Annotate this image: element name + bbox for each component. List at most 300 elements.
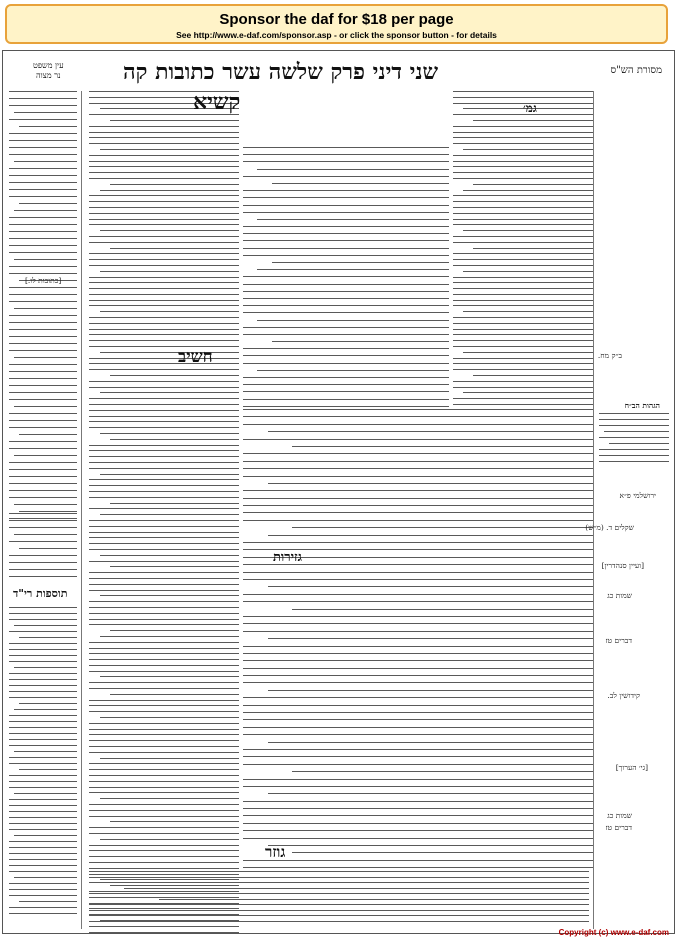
text-line xyxy=(257,320,449,321)
text-line xyxy=(257,370,449,371)
text-line xyxy=(243,815,593,816)
text-line xyxy=(89,132,239,133)
text-line xyxy=(19,637,77,638)
text-line xyxy=(9,745,77,746)
text-line xyxy=(9,343,77,344)
text-line xyxy=(19,511,77,512)
text-line xyxy=(89,253,239,254)
text-line xyxy=(9,907,77,908)
text-line xyxy=(243,705,593,706)
text-line xyxy=(89,491,239,492)
text-line xyxy=(9,329,77,330)
text-line xyxy=(9,371,77,372)
text-line xyxy=(9,739,77,740)
text-line xyxy=(89,893,589,894)
text-line xyxy=(9,231,77,232)
text-line xyxy=(89,242,239,243)
text-line xyxy=(243,579,593,580)
text-line xyxy=(19,203,77,204)
text-line xyxy=(453,236,593,237)
text-line xyxy=(243,205,449,206)
ein-mishpat-header: עין משפט נר מצוה xyxy=(33,61,64,80)
text-line xyxy=(9,448,77,449)
text-line xyxy=(89,126,239,127)
text-line xyxy=(89,137,239,138)
text-line xyxy=(100,271,240,272)
text-line xyxy=(89,607,239,608)
text-line xyxy=(9,133,77,134)
text-line xyxy=(14,877,77,878)
text-line xyxy=(14,259,77,260)
text-line xyxy=(89,915,589,916)
text-line xyxy=(14,835,77,836)
text-line xyxy=(89,450,239,451)
text-line xyxy=(9,697,77,698)
text-line xyxy=(453,195,593,196)
text-line xyxy=(89,792,239,793)
text-line xyxy=(453,329,593,330)
tosafot-column xyxy=(89,91,239,934)
text-line xyxy=(9,631,77,632)
text-line xyxy=(9,691,77,692)
text-line xyxy=(453,334,593,335)
left-margin-note: [כתובות לו.] xyxy=(25,276,62,285)
text-line xyxy=(453,172,593,173)
text-line xyxy=(9,895,77,896)
text-line xyxy=(9,420,77,421)
text-line xyxy=(9,607,77,608)
text-line xyxy=(473,120,593,121)
text-line xyxy=(89,305,239,306)
text-line xyxy=(453,387,593,388)
text-line xyxy=(9,91,77,92)
text-line xyxy=(243,682,593,683)
text-line xyxy=(14,504,77,505)
text-line xyxy=(89,462,239,463)
text-line xyxy=(243,830,593,831)
text-line xyxy=(599,413,669,414)
text-line xyxy=(243,240,449,241)
text-line xyxy=(19,126,77,127)
text-line xyxy=(89,763,239,764)
text-line xyxy=(9,350,77,351)
text-line xyxy=(243,176,449,177)
text-line xyxy=(9,520,77,521)
text-line xyxy=(9,399,77,400)
text-line xyxy=(453,358,593,359)
text-line xyxy=(243,384,449,385)
text-line xyxy=(243,291,449,292)
text-line xyxy=(243,572,593,573)
text-line xyxy=(453,363,593,364)
text-line xyxy=(243,867,593,868)
text-line xyxy=(9,154,77,155)
text-line xyxy=(453,207,593,208)
text-line xyxy=(9,476,77,477)
text-line xyxy=(89,910,589,911)
text-line xyxy=(14,455,77,456)
text-line xyxy=(243,363,449,364)
text-line xyxy=(292,609,593,610)
text-line xyxy=(243,734,593,735)
text-line xyxy=(89,653,239,654)
text-line xyxy=(89,166,239,167)
text-line xyxy=(9,555,77,556)
text-line xyxy=(14,357,77,358)
text-line xyxy=(9,715,77,716)
text-line xyxy=(9,541,77,542)
text-line xyxy=(9,245,77,246)
text-line xyxy=(599,449,669,450)
text-line xyxy=(243,255,449,256)
text-line xyxy=(243,697,593,698)
text-line xyxy=(9,140,77,141)
text-line xyxy=(89,932,239,933)
text-line xyxy=(9,733,77,734)
text-line xyxy=(9,649,77,650)
text-line xyxy=(243,616,593,617)
text-line xyxy=(89,195,239,196)
text-line xyxy=(89,882,589,883)
text-line xyxy=(110,184,239,185)
text-line xyxy=(9,787,77,788)
copyright-link[interactable]: Copyright (c) www.e-daf.com xyxy=(558,928,669,937)
text-line xyxy=(14,793,77,794)
hagahot-habach-title: הגהות הב״ח xyxy=(624,401,660,410)
text-line xyxy=(89,613,239,614)
text-line xyxy=(89,358,239,359)
column-divider xyxy=(81,91,82,929)
text-line xyxy=(243,505,593,506)
text-line xyxy=(100,758,240,759)
text-line xyxy=(243,646,593,647)
ein-mishpat-column xyxy=(9,91,77,521)
text-line xyxy=(243,808,593,809)
text-line xyxy=(89,740,239,741)
text-line xyxy=(9,168,77,169)
text-line xyxy=(14,534,77,535)
text-line xyxy=(243,476,593,477)
text-line xyxy=(89,537,239,538)
text-line xyxy=(89,734,239,735)
text-line xyxy=(89,827,239,828)
text-line xyxy=(14,210,77,211)
text-line xyxy=(453,201,593,202)
text-line xyxy=(89,213,239,214)
text-line xyxy=(89,236,239,237)
text-line xyxy=(89,387,239,388)
text-line xyxy=(100,636,240,637)
text-line xyxy=(100,149,240,150)
text-line xyxy=(453,155,593,156)
text-line xyxy=(257,169,449,170)
text-line xyxy=(268,431,594,432)
text-line xyxy=(453,253,593,254)
text-line xyxy=(243,601,593,602)
text-line xyxy=(463,230,593,231)
sponsor-banner[interactable] xyxy=(5,4,668,44)
text-line xyxy=(453,381,593,382)
text-line xyxy=(14,709,77,710)
text-line xyxy=(243,377,449,378)
text-line xyxy=(89,317,239,318)
text-line xyxy=(9,781,77,782)
text-line xyxy=(604,431,669,432)
text-line xyxy=(89,590,239,591)
text-line xyxy=(89,619,239,620)
text-line xyxy=(89,543,239,544)
text-line xyxy=(89,532,239,533)
text-line xyxy=(100,717,240,718)
text-line xyxy=(243,520,593,521)
text-line xyxy=(243,334,449,335)
text-line xyxy=(599,437,669,438)
text-line xyxy=(9,490,77,491)
text-line xyxy=(89,363,239,364)
text-line xyxy=(243,823,593,824)
text-line xyxy=(89,224,239,225)
text-line xyxy=(9,378,77,379)
text-line xyxy=(89,584,239,585)
text-line xyxy=(243,749,593,750)
text-line xyxy=(9,679,77,680)
text-line xyxy=(243,233,449,234)
text-line xyxy=(89,871,589,872)
text-line xyxy=(89,288,239,289)
text-line xyxy=(453,294,593,295)
hagahot-column xyxy=(599,413,669,473)
text-line xyxy=(243,623,593,624)
text-line xyxy=(243,512,593,513)
text-line xyxy=(9,336,77,337)
text-line xyxy=(272,262,449,263)
text-line xyxy=(89,265,239,266)
margin-ref: שמות כג xyxy=(607,811,632,820)
text-line xyxy=(89,601,239,602)
text-line xyxy=(9,364,77,365)
text-line xyxy=(9,119,77,120)
text-line xyxy=(89,479,239,480)
text-line xyxy=(89,508,239,509)
gozer-word: גוזר xyxy=(265,843,286,861)
text-line xyxy=(473,184,593,185)
text-line xyxy=(89,816,239,817)
text-line xyxy=(100,474,240,475)
text-line xyxy=(463,392,593,393)
text-line xyxy=(292,771,593,772)
text-line xyxy=(243,276,449,277)
text-line xyxy=(243,756,593,757)
text-line xyxy=(100,676,240,677)
text-line xyxy=(89,416,239,417)
text-line xyxy=(243,786,593,787)
text-line xyxy=(19,548,77,549)
text-line xyxy=(243,226,449,227)
text-line xyxy=(159,899,589,900)
text-line xyxy=(100,392,240,393)
text-line xyxy=(110,694,239,695)
text-line xyxy=(89,526,239,527)
text-line xyxy=(89,746,239,747)
text-line xyxy=(243,453,593,454)
text-line xyxy=(9,661,77,662)
text-line xyxy=(89,665,239,666)
text-line xyxy=(9,757,77,758)
text-line xyxy=(100,555,240,556)
text-line xyxy=(89,624,239,625)
text-line xyxy=(89,549,239,550)
text-line xyxy=(243,594,593,595)
text-line xyxy=(453,340,593,341)
text-line xyxy=(453,288,593,289)
text-line xyxy=(89,259,239,260)
text-line xyxy=(453,178,593,179)
text-line xyxy=(9,196,77,197)
margin-ref: ירושלמי פ״א xyxy=(619,491,656,500)
text-line xyxy=(89,468,239,469)
text-line xyxy=(453,259,593,260)
text-line xyxy=(9,301,77,302)
text-line xyxy=(110,439,239,440)
text-line xyxy=(599,455,669,456)
text-line xyxy=(110,248,239,249)
text-line xyxy=(9,913,77,914)
text-line xyxy=(453,404,593,405)
chashuv-word: חשיב xyxy=(178,347,213,367)
tosafot-rid-title: תוספות רי"ד xyxy=(13,587,68,600)
text-line xyxy=(89,769,239,770)
margin-ref: קידושין לב. xyxy=(607,691,640,700)
text-line xyxy=(89,485,239,486)
text-line xyxy=(9,643,77,644)
text-line xyxy=(243,312,449,313)
text-line xyxy=(89,340,239,341)
text-line xyxy=(243,248,449,249)
text-line xyxy=(257,269,449,270)
text-line xyxy=(243,399,449,400)
text-line xyxy=(100,595,240,596)
text-line xyxy=(463,271,593,272)
text-line xyxy=(89,178,239,179)
text-line xyxy=(609,443,669,444)
text-line xyxy=(243,298,449,299)
text-line xyxy=(243,409,593,410)
text-line xyxy=(9,847,77,848)
column-divider xyxy=(593,91,594,929)
text-line xyxy=(110,375,239,376)
text-line xyxy=(89,427,239,428)
text-line xyxy=(292,852,593,853)
text-line xyxy=(9,613,77,614)
text-line xyxy=(89,143,239,144)
text-line xyxy=(453,166,593,167)
text-line xyxy=(453,224,593,225)
text-line xyxy=(9,871,77,872)
masoret-column xyxy=(599,91,669,391)
text-line xyxy=(9,441,77,442)
sponsor-subtitle[interactable]: See http://www.e-daf.com/sponsor.asp - or click the sponsor button - for details xyxy=(176,30,497,40)
text-line xyxy=(243,838,593,839)
text-line xyxy=(110,821,239,822)
text-line xyxy=(243,348,449,349)
text-line xyxy=(9,413,77,414)
text-line xyxy=(463,190,593,191)
text-line xyxy=(100,352,240,353)
text-line xyxy=(9,322,77,323)
text-line xyxy=(14,161,77,162)
text-line xyxy=(89,700,239,701)
gemara-column xyxy=(243,147,449,409)
text-line xyxy=(89,404,239,405)
text-line xyxy=(243,675,593,676)
text-line xyxy=(243,668,593,669)
text-line xyxy=(89,201,239,202)
text-line xyxy=(100,230,240,231)
margin-ref: שמות כג xyxy=(607,591,632,600)
text-line xyxy=(9,811,77,812)
text-line xyxy=(100,514,240,515)
text-line xyxy=(89,456,239,457)
text-line xyxy=(453,277,593,278)
text-line xyxy=(89,323,239,324)
text-line xyxy=(89,648,239,649)
text-line xyxy=(243,468,593,469)
text-line xyxy=(9,889,77,890)
text-line xyxy=(9,462,77,463)
text-line xyxy=(453,398,593,399)
text-line xyxy=(9,817,77,818)
text-line xyxy=(453,219,593,220)
text-line xyxy=(453,213,593,214)
text-line xyxy=(9,829,77,830)
text-line xyxy=(243,490,593,491)
kashya-word: קשיא xyxy=(193,89,241,115)
margin-ref: [גי׳ הערוך] xyxy=(615,763,648,772)
text-line xyxy=(89,671,239,672)
text-line xyxy=(453,300,593,301)
text-line xyxy=(268,638,594,639)
text-line xyxy=(9,217,77,218)
text-line xyxy=(243,727,593,728)
text-line xyxy=(89,868,239,869)
text-line xyxy=(89,219,239,220)
page-header: שני דיני פרק שלשה עשר כתובות קה xyxy=(123,59,439,85)
text-line xyxy=(89,729,239,730)
text-line xyxy=(9,727,77,728)
text-line xyxy=(89,520,239,521)
text-line xyxy=(292,446,593,447)
sponsor-title[interactable]: Sponsor the daf for $18 per page xyxy=(219,11,454,28)
text-line xyxy=(89,277,239,278)
text-line xyxy=(453,346,593,347)
text-line xyxy=(9,392,77,393)
text-line xyxy=(243,154,449,155)
text-line xyxy=(243,391,449,392)
text-line xyxy=(453,97,593,98)
text-line xyxy=(243,779,593,780)
text-line xyxy=(243,653,593,654)
text-line xyxy=(14,308,77,309)
text-line xyxy=(453,242,593,243)
text-line xyxy=(89,711,239,712)
text-line xyxy=(89,398,239,399)
text-line xyxy=(9,853,77,854)
text-line xyxy=(89,921,589,922)
text-line xyxy=(599,419,669,420)
text-line xyxy=(268,742,594,743)
text-line xyxy=(268,483,594,484)
text-line xyxy=(89,445,239,446)
